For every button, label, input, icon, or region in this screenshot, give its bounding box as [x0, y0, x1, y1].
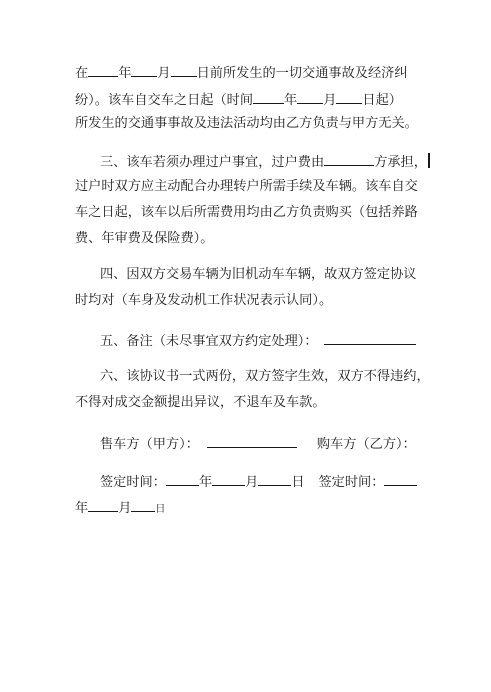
text-cursor-icon	[428, 153, 430, 168]
text: 纷）。该车自交车之日起（时间	[75, 93, 254, 108]
paragraph-1-line-2	[75, 89, 402, 110]
blank-field	[258, 471, 291, 486]
blank-field	[171, 62, 197, 77]
blank-field	[131, 62, 157, 77]
text: 日	[155, 504, 166, 515]
blank-field	[384, 471, 417, 486]
paragraph-5	[100, 330, 416, 351]
paragraph-6-line-1: 六、该协议书一式两份，双方签字生效，双方不得违约，	[100, 369, 430, 384]
blank-field	[212, 471, 245, 486]
text: 年	[284, 93, 298, 108]
text: 三、该车若须办理过户事宜，过户费由	[100, 155, 325, 170]
signature-line	[100, 433, 416, 454]
blank-field	[324, 151, 374, 166]
text: 年	[118, 66, 132, 81]
paragraph-6-line-2: 不得对成交金额提出异议，不退车及车款。	[75, 395, 326, 410]
text: 月	[157, 66, 171, 81]
paragraph-4-line-2: 时均对（车身及发动机工作状况表示认同）。	[75, 293, 333, 308]
paragraph-3-line-4: 费、年审费及保险费）。	[75, 231, 214, 246]
text: 年	[198, 475, 213, 490]
date-line-1	[100, 471, 417, 492]
seller-date-label: 签定时间：	[100, 475, 166, 490]
paragraph-3-line-1	[100, 151, 430, 172]
paragraph-4-line-1: 四、因双方交易车辆为旧机动车车辆，故双方签定协议	[100, 267, 417, 282]
text: 月	[118, 501, 132, 516]
remarks-field	[324, 330, 416, 345]
remarks-label: 五、备注（未尽事宜双方约定处理）：	[100, 334, 318, 349]
seller-signature-field	[207, 433, 297, 448]
blank-field	[253, 89, 284, 104]
blank-field	[166, 471, 199, 486]
text: 年	[75, 501, 89, 516]
text: 月	[245, 475, 259, 490]
text: 月	[323, 93, 337, 108]
blank-field	[131, 497, 155, 512]
seller-label: 售车方（甲方）：	[100, 437, 199, 452]
paragraph-1-line-3: 所发生的交通事事故及违法活动均由乙方负责与甲方无关。	[75, 116, 418, 131]
text: 在	[75, 66, 89, 81]
blank-field	[336, 89, 362, 104]
paragraph-3-line-2: 过户时双方应主动配合办理转户所需手续及车辆。该车自交	[75, 179, 418, 194]
paragraph-1-line-1	[75, 62, 408, 83]
buyer-label: 购车方（乙方）：	[316, 437, 416, 452]
text: 日起）	[362, 93, 402, 108]
blank-field	[297, 89, 323, 104]
text: 日	[291, 475, 305, 490]
text: 方承担，	[374, 155, 427, 170]
paragraph-3-line-3: 车之日起，该车以后所需费用均由乙方负责购买（包括养路	[75, 205, 418, 220]
blank-field	[88, 62, 118, 77]
text: 日前所发生的一切交通事故及经济纠	[196, 66, 408, 81]
buyer-date-label: 签定时间：	[318, 475, 385, 490]
date-line-2	[75, 497, 165, 519]
blank-field	[88, 497, 118, 512]
